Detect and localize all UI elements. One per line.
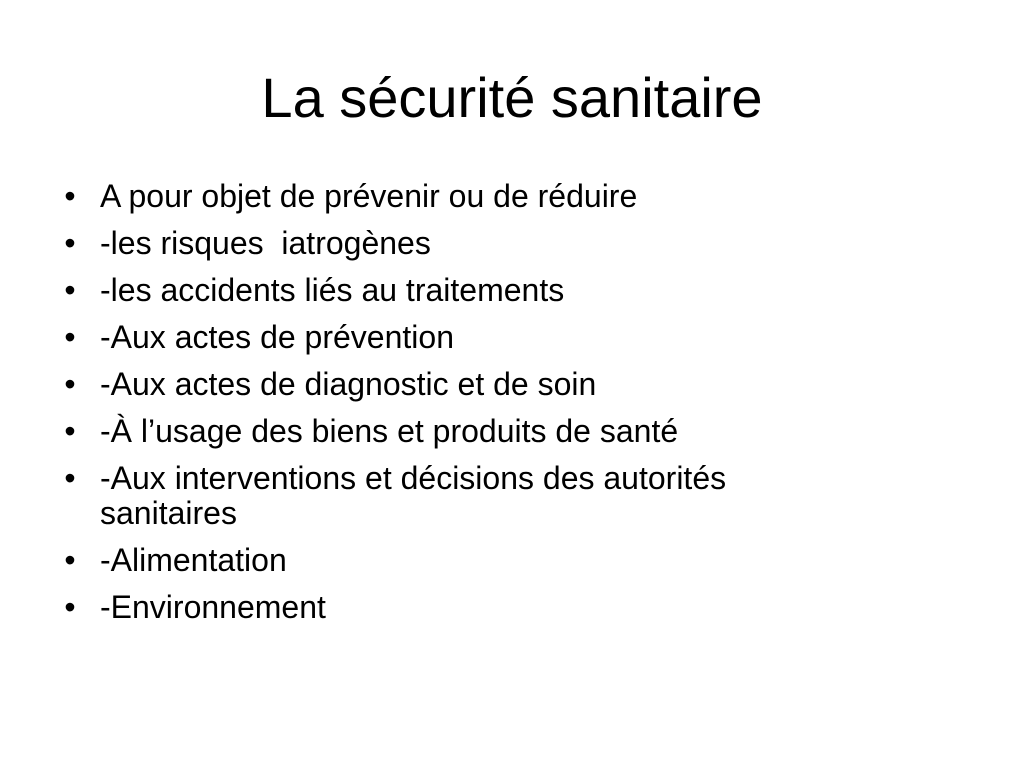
- bullet-text: -Aux interventions et décisions des autorités sanitaires: [100, 460, 727, 531]
- bullet-list: [60, 179, 960, 637]
- list-item: [60, 273, 960, 308]
- bullet-text: A pour objet de prévenir ou de réduire: [100, 178, 638, 214]
- bullet-icon: •: [64, 589, 76, 625]
- bullet-text: -Aux actes de prévention: [100, 319, 454, 355]
- bullet-icon: •: [64, 319, 76, 355]
- bullet-text: -Aux actes de diagnostic et de soin: [100, 366, 597, 402]
- slide-title: La sécurité sanitaire: [261, 66, 763, 129]
- list-item: [60, 179, 960, 214]
- bullet-text: -les risques iatrogènes: [100, 225, 431, 261]
- list-item: [60, 414, 960, 449]
- bullet-icon: •: [64, 460, 76, 496]
- bullet-icon: •: [64, 366, 76, 402]
- bullet-text: -Environnement: [100, 589, 326, 625]
- list-item: [60, 320, 960, 355]
- bullet-icon: •: [64, 225, 76, 261]
- list-item: [60, 461, 960, 531]
- list-item: [60, 367, 960, 402]
- bullet-icon: •: [64, 178, 76, 214]
- bullet-text: -À l’usage des biens et produits de santé: [100, 413, 679, 449]
- bullet-icon: •: [64, 272, 76, 308]
- bullet-icon: •: [64, 542, 76, 578]
- bullet-icon: •: [64, 413, 76, 449]
- list-item: [60, 226, 960, 261]
- list-item: [60, 590, 960, 625]
- bullet-text: -Alimentation: [100, 542, 287, 578]
- bullet-text: -les accidents liés au traitements: [100, 272, 565, 308]
- list-item: [60, 543, 960, 578]
